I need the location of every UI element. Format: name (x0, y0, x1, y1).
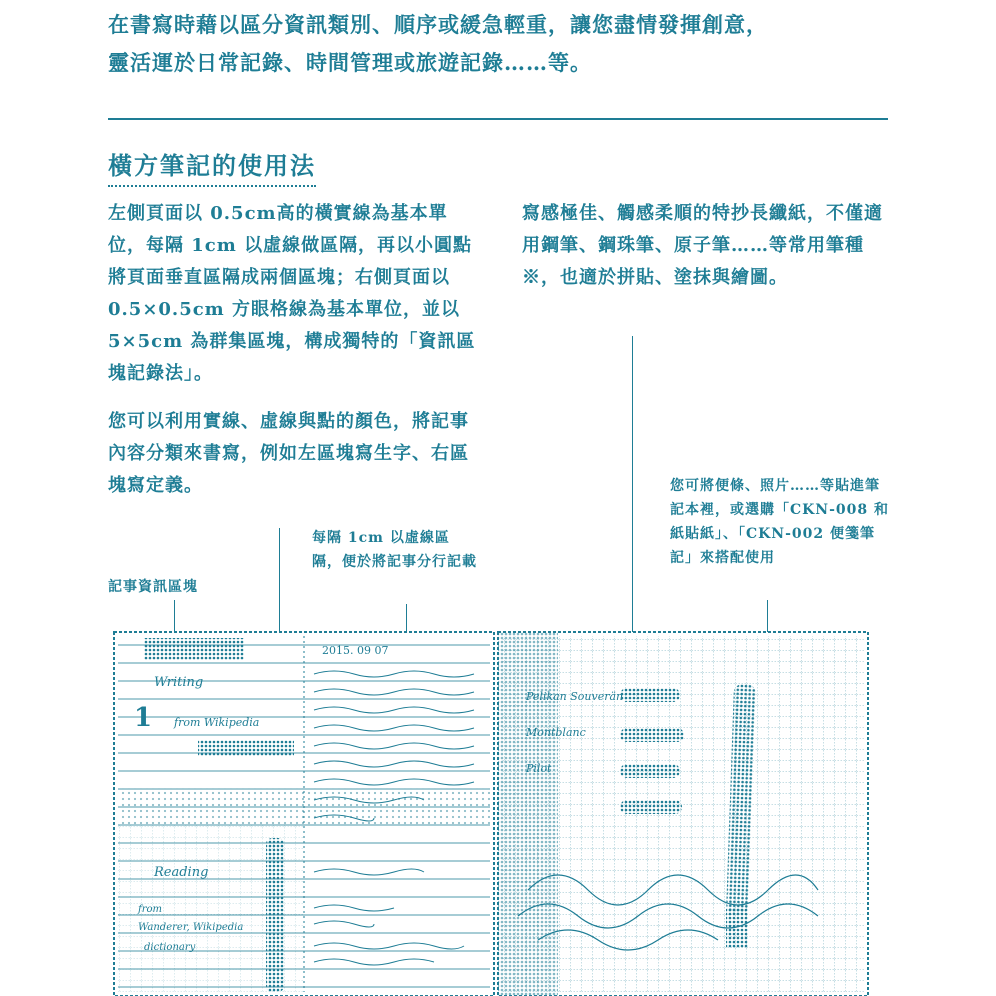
label-from: from (138, 904, 162, 915)
right-page (498, 632, 868, 996)
notebook-illustration (108, 628, 874, 996)
label-pen-3: Pilot (526, 762, 552, 775)
label-dictionary: dictionary (144, 942, 196, 953)
intro-text (108, 6, 908, 82)
intro-line-2: 靈活運於日常記錄、時間管理或旅遊記錄……等。 (108, 50, 592, 75)
intro-line-1: 在書寫時藉以區分資訊類別、順序或緩急輕重，讓您盡情發揮創意， (108, 12, 768, 37)
label-number: 1 (134, 703, 153, 733)
callout-paste: 您可將便條、照片……等貼進筆記本裡，或選購「CKN-008 和紙貼紙」、「CKN-002 便箋筆記」來搭配使用 (670, 478, 890, 566)
right-paragraph-1: 寫感極佳、觸感柔順的特抄長纖紙，不僅適用鋼筆、鋼珠筆、原子筆……等常用筆種※，也適於拼貼、塗抹與繪圖。 (522, 203, 883, 288)
section-divider (108, 118, 888, 120)
label-writing: Writing (154, 675, 204, 690)
label-pen-1: Pelikan Souverän (526, 690, 624, 703)
section-title: 橫方筆記的使用法 (108, 146, 316, 187)
left-paragraph-1: 左側頁面以 0.5cm高的橫實線為基本單位，每隔 1cm 以虛線做區隔，再以小圓點將頁面垂直區隔成兩個區塊；右側頁面以 0.5×0.5cm 方眼格線為基本單位，並以 5×5cm 為群集區塊，構成獨特的「資訊區塊記錄法」。 (108, 203, 476, 384)
notebook-date: 2015. 09 07 (322, 644, 389, 657)
label-from-wikipedia: from Wikipedia (174, 716, 260, 729)
left-paragraph-2: 您可以利用實線、虛線與點的顏色，將記事內容分類來書寫，例如左區塊寫生字、右區塊寫定義。 (108, 411, 469, 496)
label-pen-2: Montblanc (526, 726, 586, 739)
callout-info-block: 記事資訊區塊 (108, 579, 198, 595)
callout-dashed-line: 每隔 1cm 以虛線區隔，便於將記事分行記載 (312, 530, 477, 570)
label-reading: Reading (154, 865, 209, 880)
label-wanderer: Wanderer, Wikipedia (138, 922, 244, 933)
